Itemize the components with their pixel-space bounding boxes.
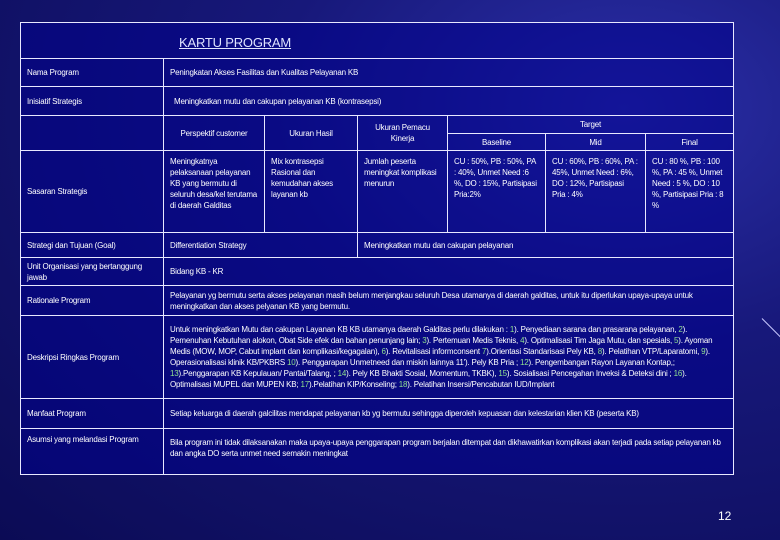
deskripsi-item-text: ). Optimalisasi Tim Jaga Mutu, dan spesials,	[524, 336, 675, 345]
deskripsi-item-number: 4	[520, 336, 525, 345]
deskripsi-item-number: 8	[597, 347, 602, 356]
sasaran-pemacu: Jumlah peserta meningkat komplikasi menurun	[358, 151, 448, 233]
header-pemacu: Ukuran Pemacu Kinerja	[358, 116, 448, 151]
program-card-table	[20, 22, 734, 475]
deskripsi-item-number: 15	[498, 369, 507, 378]
strategi-value: Differentiation Strategy	[164, 233, 358, 258]
deskripsi-item-text: ).Pelatihan KIP/Konseling;	[308, 380, 399, 389]
header-ukuran-hasil: Ukuran Hasil	[265, 116, 358, 151]
deskripsi-item-number: 7	[481, 347, 487, 356]
deskripsi-item-number: 9	[701, 347, 706, 356]
deskripsi-item-text: ). Revitalisasi informconsent	[385, 347, 482, 356]
header-final: Final	[646, 134, 734, 151]
deskripsi-item-text: ). Penggarapan Unmetneed dan miskin lainnya 11'). Pely KB Pria ;	[295, 358, 521, 367]
deskripsi-item-number: 5	[674, 336, 679, 345]
deskripsi-item-text: ).Orientasi Standarisasi Pely KB,	[486, 347, 598, 356]
rationale-label: Rationale Program	[21, 286, 164, 316]
deskripsi-item-text: ).Penggarapan KB Kepulauan/ Pantai/Talang, ;	[178, 369, 338, 378]
strategi-goal: Meningkatkan mutu dan cakupan pelayanan	[358, 233, 734, 258]
deskripsi-item-number: 17	[300, 380, 309, 389]
asumsi-value: Bila program ini tidak dilaksanakan maka upaya-upaya penggarapan program berjalan ditempat dan dikhawatirkan komplikasi akan terjadi pada setiap pelayanan kb dan angka DO serta unmet need semakin meningkat	[164, 429, 734, 475]
header-target: Target	[448, 116, 734, 134]
deskripsi-item-number: 6	[381, 347, 386, 356]
sasaran-perspektif: Meningkatnya pelaksanaan pelayanan KB yang bermutu di seluruh desa/kel terutama di daerah Galditas	[164, 151, 265, 233]
sasaran-label: Sasaran Strategis	[21, 151, 164, 233]
deskripsi-item-number: 12	[520, 358, 529, 367]
deskripsi-items	[170, 325, 712, 389]
sasaran-mid: CU : 60%, PB : 60%, PA : 45%, Unmet Need : 6%, DO : 12%, Partisipasi Pria : 4%	[546, 151, 646, 233]
rationale-value: Pelayanan yg bermutu serta akses pelayanan masih belum menjangkau seluruh Desa utamanya di daerah galditas, untuk itu diperlukan upaya-upaya untuk meningkatkan dan akses pelyanan KB yang bermutu.	[164, 286, 734, 316]
deskripsi-item-number: 14	[337, 369, 347, 378]
header-mid: Mid	[546, 134, 646, 151]
deskripsi-item-number: 13	[170, 369, 179, 378]
deskripsi-item-number: 1	[509, 325, 515, 334]
deskripsi-item-text: ). Pely KB Bhakti Sosial, Momentum, TKBK),	[346, 369, 499, 378]
unit-value: Bidang KB - KR	[164, 258, 734, 286]
sasaran-ukuran-hasil: Mix kontrasepsi Rasional dan kemudahan akses layanan kb	[265, 151, 358, 233]
unit-label: Unit Organisasi yang bertanggung jawab	[21, 258, 164, 286]
header-empty	[21, 116, 164, 151]
deskripsi-intro: Untuk meningkatkan Mutu dan cakupan Layanan KB KB utamanya daerah Galditas perlu dilakukan :	[170, 325, 510, 334]
nama-program-value: Peningkatan Akses Fasilitas dan Kualitas Pelayanan KB	[164, 59, 734, 87]
page-number: 12	[718, 509, 732, 523]
deskripsi-item-text: ). Pertemuan Medis Teknis,	[426, 336, 521, 345]
deskripsi-item-number: 3	[422, 336, 427, 345]
deskripsi-label: Deskripsi Ringkas Program	[21, 316, 164, 399]
deskripsi-item-text: ). Ayoman Medis (MOW, MOP, Cabut implant dan komplikasi/kegagalan),	[170, 336, 713, 356]
deskripsi-item-text: ). Pelatihan VTP/Laparatomi,	[601, 347, 702, 356]
nama-program-label: Nama Program	[21, 59, 164, 87]
deskripsi-item-text: ). Sosialisasi Pencegahan Inveksi & Deteksi dini ;	[506, 369, 674, 378]
manfaat-value: Setiap keluarga di daerah galcilitas mendapat pelayanan kb yg bermutu sehingga diperoleh kepuasan dan kelestarian klien KB (peserta KB)	[164, 399, 734, 429]
deskripsi-item-text: ). Operasionalisasi klinik KB/PKBRS	[170, 347, 710, 367]
page-title: KARTU PROGRAM	[21, 23, 734, 59]
deskripsi-item-text: ). Penyediaan sarana dan prasarana pelayanan,	[514, 325, 679, 334]
header-baseline: Baseline	[448, 134, 546, 151]
deskripsi-item-number: 16	[673, 369, 683, 378]
strategi-label: Strategi dan Tujuan (Goal)	[21, 233, 164, 258]
sasaran-baseline: CU : 50%, PB : 50%, PA : 40%, Unmet Need :6 %, DO : 15%, Partisipasi Pria:2%	[448, 151, 546, 233]
deskripsi-value	[164, 316, 734, 399]
inisiatif-label: Inisiatif Strategis	[21, 87, 164, 116]
decorative-line	[762, 318, 780, 340]
deskripsi-item-number: 18	[398, 380, 408, 389]
deskripsi-item-text: ). Pelatihan Insersi/Pencabutan IUD/Implant	[407, 380, 555, 389]
header-perspektif: Perspektif customer	[164, 116, 265, 151]
asumsi-label: Asumsi yang melandasi Program	[21, 429, 164, 475]
manfaat-label: Manfaat Program	[21, 399, 164, 429]
deskripsi-item-text: ). Pemenuhan Kebutuhan alokon, Obat Side efek dan bahan penunjang lain;	[170, 325, 688, 345]
inisiatif-value: Meningkatkan mutu dan cakupan pelayanan KB (kontrasepsi)	[164, 87, 734, 116]
deskripsi-item-number: 2	[678, 325, 683, 334]
deskripsi-item-number: 10	[287, 358, 296, 367]
sasaran-final: CU : 80 %, PB : 100 %, PA : 45 %, Unmet Need : 5 %, DO : 10 %, Partisipasi Pria : 8 %	[646, 151, 734, 233]
deskripsi-item-text: ). Optimalisasi MUPEL dan MUPEN KB;	[170, 369, 687, 389]
deskripsi-item-text: ). Pengembangan Rayon Layanan Kontap,;	[528, 358, 675, 367]
